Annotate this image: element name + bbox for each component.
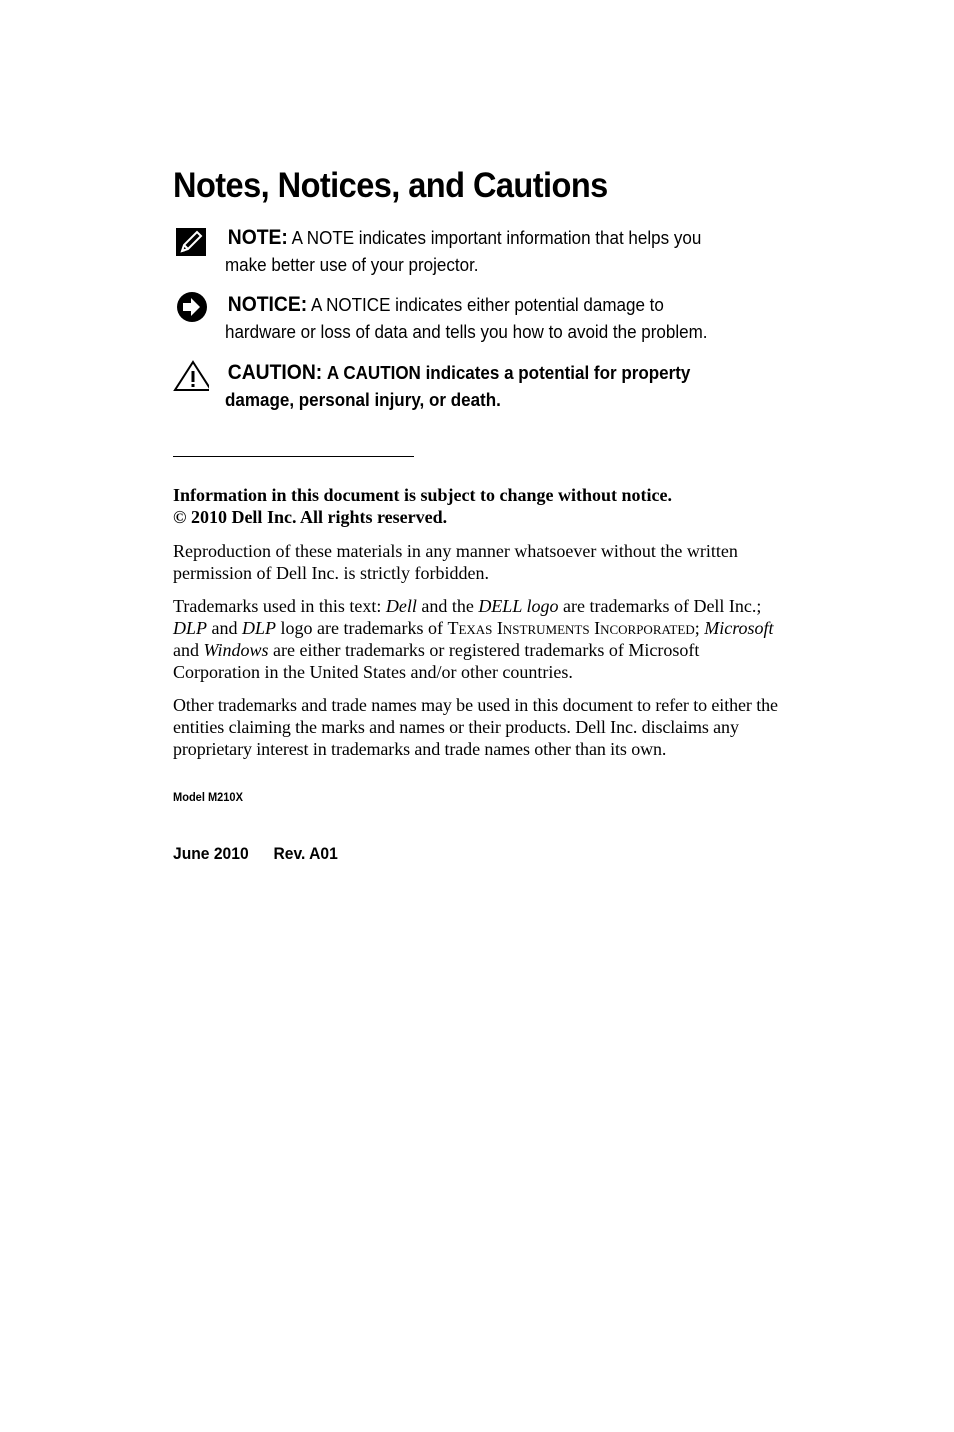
trademark-dlp-logo: DLP (242, 618, 277, 638)
caution-text-line1: A CAUTION indicates a potential for property (326, 362, 691, 383)
notice-admonition (173, 291, 785, 345)
trademarks-text: Trademarks used in this text: (173, 596, 386, 616)
note-text-line2: make better use of your projector. (225, 254, 479, 275)
caution-text-line2: damage, personal injury, or death. (225, 389, 501, 410)
arrow-circle-icon (173, 292, 209, 326)
revision-line (173, 844, 338, 864)
trademarks-text: ; (694, 618, 705, 638)
reproduction-paragraph: Reproduction of these materials in any manner whatsoever without the written permission of Dell Inc. is strictly forbidden. (173, 541, 738, 583)
info-line: Information in this document is subject to change without notice. (173, 485, 673, 505)
separator-rule (173, 456, 414, 457)
page-title: Notes, Notices, and Cautions (173, 166, 608, 205)
notice-text-line2: hardware or loss of data and tells you how to avoid the problem. (225, 321, 708, 342)
publication-date: June 2010 (173, 844, 249, 863)
warning-triangle-icon (173, 360, 209, 394)
revision-number: Rev. A01 (273, 844, 338, 863)
caution-admonition (173, 359, 785, 413)
note-admonition (173, 224, 785, 278)
trademarks-text: are trademarks of Dell Inc.; (558, 596, 762, 616)
caution-label: CAUTION: (227, 361, 323, 384)
trademark-dlp: DLP (173, 618, 208, 638)
note-text-line1: A NOTE indicates important information that helps you (291, 227, 702, 248)
trademark-windows: Windows (203, 640, 269, 660)
trademarks-text: logo are trademarks of (276, 618, 448, 638)
model-number: Model M210X (173, 790, 243, 804)
other-trademarks-paragraph: Other trademarks and trade names may be used in this document to refer to either the entities claiming the marks and names or their products. Dell Inc. disclaims any proprietary interest in trademarks and trade names other than its own. (173, 695, 778, 759)
info-notice (173, 484, 785, 528)
trademark-microsoft: Microsoft (704, 618, 774, 638)
pencil-icon (173, 225, 209, 259)
trademarks-text: and (173, 640, 204, 660)
copyright-line: © 2010 Dell Inc. All rights reserved. (173, 507, 448, 527)
trademark-dell-logo: DELL logo (478, 596, 559, 616)
trademarks-text: are either trademarks or registered trademarks of Microsoft Corporation in the United States and/or other countries. (173, 640, 700, 682)
trademark-dell: Dell (385, 596, 417, 616)
notice-label: NOTICE: (227, 293, 308, 316)
trademarks-text: and (207, 618, 243, 638)
trademarks-paragraph (173, 595, 785, 683)
trademarks-text: and the (416, 596, 479, 616)
notice-text-line1: A NOTICE indicates either potential damage to (310, 294, 664, 315)
trademark-texas-instruments: Texas Instruments Incorporated (447, 618, 695, 638)
note-label: NOTE: (227, 226, 288, 249)
